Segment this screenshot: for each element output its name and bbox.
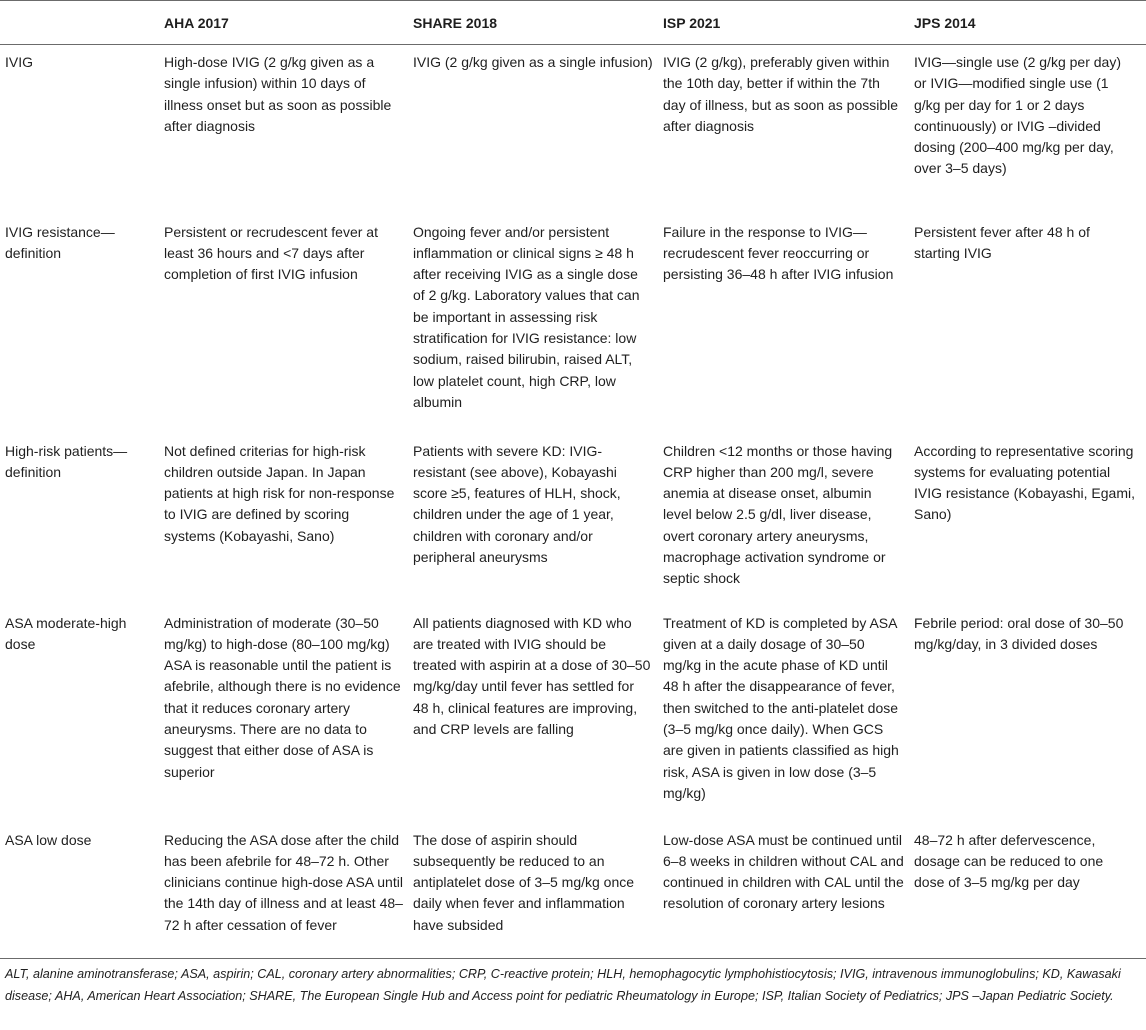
row-label: IVIG resistance—definition bbox=[5, 223, 115, 261]
table-cell: Children <12 months or those having CRP higher than 200 mg/l, severe anemia at disease onset, albumin level below 2.5 g/dl, liver disease, overt coronary artery aneurysms, macrophage activation syndrome or septic shock bbox=[663, 442, 893, 587]
table-cell: Patients with severe KD: IVIG-resistant (see above), Kobayashi score ≥5, features of HLH, shock, children under the age of 1 year, children with coronary and/or peripheral aneurysms bbox=[413, 442, 621, 565]
table-cell: According to representative scoring systems for evaluating potential IVIG resistance (Kobayashi, Egami, Sano) bbox=[914, 442, 1135, 523]
table-cell: Febrile period: oral dose of 30–50 mg/kg/day, in 3 divided doses bbox=[914, 614, 1124, 652]
table-cell: Administration of moderate (30–50 mg/kg) to high-dose (80–100 mg/kg) ASA is reasonable until the patient is afebrile, although there is no evidence that it reduces coronary artery aneurysms. There are no data to suggest that either dose of ASA is superior bbox=[164, 614, 401, 780]
table-cell: All patients diagnosed with KD who are treated with IVIG should be treated with aspirin at a dose of 30–50 mg/kg/day until fever has settled for 48 h, clinical features are improving, and CRP levels are falling bbox=[413, 614, 651, 737]
table-cell: High-dose IVIG (2 g/kg given as a single infusion) within 10 days of illness onset but as soon as possible after diagnosis bbox=[164, 54, 392, 134]
row-label: ASA moderate-high dose bbox=[5, 614, 127, 652]
table-cell: Failure in the response to IVIG—recrudescent fever reoccurring or persisting 36–48 h after IVIG infusion bbox=[663, 223, 894, 283]
table-cell: Low-dose ASA must be continued until 6–8 weeks in children without CAL and continued in children with CAL until the resolution of coronary artery lesions bbox=[663, 823, 914, 959]
table-footnote: ALT, alanine aminotransferase; ASA, aspirin; CAL, coronary artery abnormalities; CRP, C-reactive protein; HLH, hemophagocytic lymphohistiocytosis; IVIG, intravenous immunoglobulins; KD, Kawasaki disease; AHA, American Heart Association; SHARE, The European Single Hub and Access point for pediatric Rheumatology in Europe; ISP, Italian Society of Pediatrics; JPS –Japan Pediatric Society. bbox=[5, 967, 1121, 1003]
table-cell: Ongoing fever and/or persistent inflammation or clinical signs ≥ 48 h after receiving IVIG as a single dose of 2 g/kg. Laboratory values that can be important in assessing risk stratification for IVIG resistance: low sodium, raised bilirubin, raised ALT, low platelet count, high CRP, low albumin bbox=[413, 223, 640, 410]
row-label: ASA low dose bbox=[0, 823, 164, 959]
table-row bbox=[0, 823, 1146, 959]
header-cell-jps: JPS 2014 bbox=[914, 1, 1146, 45]
table-cell: IVIG—single use (2 g/kg per day) or IVIG—modified single use (1 g/kg per day for 1 or 2 days continuously) or IVIG –divided dosing (200–400 mg/kg per day, over 3–5 days) bbox=[914, 54, 1121, 177]
table-cell: 48–72 h after defervescence, dosage can be reduced to one dose of 3–5 mg/kg per day bbox=[914, 823, 1146, 959]
table-cell: IVIG (2 g/kg given as a single infusion) bbox=[413, 54, 653, 70]
header-cell-empty bbox=[0, 1, 164, 45]
row-label: IVIG bbox=[5, 54, 34, 70]
row-label: High-risk patients—definition bbox=[5, 442, 128, 480]
table-cell: IVIG (2 g/kg), preferably given within the 10th day, better if within the 7th day of illness, but as soon as possible after diagnosis bbox=[663, 54, 899, 134]
table-cell: Treatment of KD is completed by ASA given at a daily dosage of 30–50 mg/kg in the acute phase of KD until 48 h after the disappearance of fever, then switched to the anti-platelet dose (3–5 mg/kg once daily). When GCS are given in patients classified as high risk, ASA is given in low dose (3–5 mg/kg) bbox=[663, 614, 899, 801]
table-row bbox=[0, 45, 1146, 215]
header-row bbox=[0, 1, 1146, 45]
table-body bbox=[0, 45, 1146, 959]
header-cell-aha: AHA 2017 bbox=[164, 1, 413, 45]
header-cell-share: SHARE 2018 bbox=[413, 1, 663, 45]
table-row bbox=[0, 434, 1146, 606]
header-cell-isp: ISP 2021 bbox=[663, 1, 914, 45]
table-row bbox=[0, 215, 1146, 434]
table-cell: Persistent fever after 48 h of starting IVIG bbox=[914, 223, 1090, 261]
table-cell: Not defined criterias for high-risk children outside Japan. In Japan patients at high risk for non-response to IVIG are defined by scoring systems (Kobayashi, Sano) bbox=[164, 442, 395, 544]
table-cell: Persistent or recrudescent fever at least 36 hours and <7 days after completion of first IVIG infusion bbox=[164, 223, 378, 283]
table-cell: The dose of aspirin should subsequently be reduced to an antiplatelet dose of 3–5 mg/kg once daily when fever and inflammation have subsided bbox=[413, 823, 663, 959]
table-row bbox=[0, 606, 1146, 823]
table-header bbox=[0, 1, 1146, 45]
table-cell: Reducing the ASA dose after the child has been afebrile for 48–72 h. Other clinicians continue high-dose ASA until the 14th day of illness and at least 48–72 h after cessation of fever bbox=[164, 823, 413, 959]
